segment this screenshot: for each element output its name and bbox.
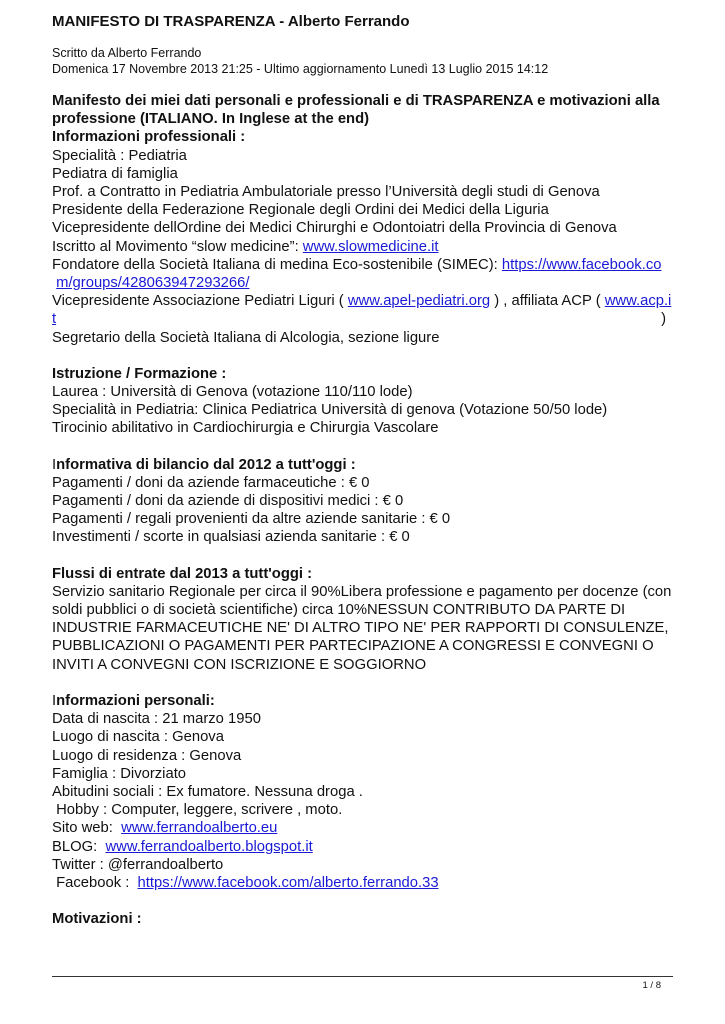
simec-link-cont[interactable]: m/groups/428063947293266/ <box>56 275 250 292</box>
balance-heading <box>52 456 672 474</box>
professional-line: Vicepresidente dellOrdine dei Medici Chirurghi e Odontoiatri della Provincia di Genova <box>52 220 617 237</box>
blog-label: BLOG: <box>52 838 106 855</box>
personal-line: Data di nascita : 21 marzo 1950 <box>52 711 261 728</box>
simec-label: Fondatore della Società Italiana di medina Eco-sostenibile (SIMEC): <box>52 256 502 273</box>
education-line: Specialità in Pediatria: Clinica Pediatrica Università di genova (Votazione 50/50 lode) <box>52 402 608 419</box>
date-line: Domenica 17 Novembre 2013 21:25 - Ultimo aggiornamento Lunedì 13 Luglio 2015 14:12 <box>52 62 549 76</box>
author-line: Scritto da Alberto Ferrando <box>52 46 202 60</box>
simec-line <box>52 256 672 274</box>
personal-heading <box>52 692 672 710</box>
acp-link[interactable]: www.acp.i <box>604 293 672 310</box>
website-label: Sito web: <box>52 820 122 837</box>
balance-line: Pagamenti / regali provenienti da altre aziende sanitarie : € 0 <box>52 511 451 528</box>
personal-line: Famiglia : Divorziato <box>52 765 187 782</box>
page-number: 1 / 8 <box>642 980 661 991</box>
personal-line: Luogo di residenza : Genova <box>52 747 242 764</box>
income-line: soldi pubblici o di società scientifiche) circa 10%NESSUN CONTRIBUTO DA PARTE DI <box>52 602 626 619</box>
education-heading: Istruzione / Formazione : <box>52 365 227 382</box>
facebook-label: Facebook : <box>52 874 138 891</box>
balance-line: Pagamenti / doni da aziende farmaceutiche : € 0 <box>52 474 370 491</box>
facebook-line <box>52 874 672 892</box>
personal-line: Abitudini sociali : Ex fumatore. Nessuna droga . <box>52 783 363 800</box>
professional-line: Pediatra di famiglia <box>52 165 178 182</box>
facebook-link[interactable]: https://www.facebook.com/alberto.ferrando.33 <box>137 874 439 891</box>
twitter-line: Twitter : @ferrandoalberto <box>52 856 224 873</box>
intro-heading-line-2: professione (ITALIANO. In Inglese at the end) <box>52 111 370 128</box>
website-link[interactable]: www.ferrandoalberto.eu <box>121 820 278 837</box>
document-title: MANIFESTO DI TRASPARENZA - Alberto Ferrando <box>52 13 410 30</box>
website-line <box>52 819 672 837</box>
slow-medicine-link[interactable]: www.slowmedicine.it <box>302 238 439 255</box>
balance-line: Investimenti / scorte in qualsiasi azienda sanitarie : € 0 <box>52 529 410 546</box>
acp-line-cont <box>52 310 672 328</box>
professional-heading: Informazioni professionali : <box>52 129 246 146</box>
blog-line <box>52 838 672 856</box>
acp-close-paren: ) <box>661 311 666 328</box>
alcology-line: Segretario della Società Italiana di Alcologia, sezione ligure <box>52 329 440 346</box>
apel-link[interactable]: www.apel-pediatri.org <box>347 293 491 310</box>
blog-link[interactable]: www.ferrandoalberto.blogspot.it <box>105 838 313 855</box>
personal-line: Luogo di nascita : Genova <box>52 729 224 746</box>
personal-heading-text: nformazioni personali: <box>56 692 215 709</box>
professional-line: Presidente della Federazione Regionale degli Ordini dei Medici della Liguria <box>52 202 549 219</box>
simec-link[interactable]: https://www.facebook.co <box>501 256 662 273</box>
education-line: Laurea : Università di Genova (votazione 110/110 lode) <box>52 384 413 401</box>
slow-medicine-line <box>52 238 672 256</box>
document-body <box>52 92 672 928</box>
personal-heading-prefix: I <box>52 692 57 709</box>
balance-line: Pagamenti / doni da aziende di dispositivi medici : € 0 <box>52 493 404 510</box>
balance-heading-text: nformativa di bilancio dal 2012 a tutt'oggi : <box>56 456 356 473</box>
personal-line: Hobby : Computer, leggere, scrivere , moto. <box>52 802 343 819</box>
footer-divider <box>52 976 673 977</box>
slow-medicine-label: Iscritto al Movimento “slow medicine”: <box>52 238 303 255</box>
apel-line <box>52 292 672 310</box>
income-line: PUBBLICAZIONI O PAGAMENTI PER PARTECIPAZIONE A CONGRESSI E CONVEGNI O <box>52 638 654 655</box>
income-line: Servizio sanitario Regionale per circa il 90%Libera professione e pagamento per docenze (con <box>52 583 672 600</box>
simec-line-cont <box>52 274 672 292</box>
acp-link-cont[interactable]: t <box>52 311 57 328</box>
professional-line: Specialità : Pediatria <box>52 147 187 164</box>
motivations-heading: Motivazioni : <box>52 911 142 928</box>
income-line: INVITI A CONVEGNI CON ISCRIZIONE E SOGGIORNO <box>52 656 427 673</box>
education-line: Tirocinio abilitativo in Cardiochirurgia e Chirurgia Vascolare <box>52 420 439 437</box>
professional-line: Prof. a Contratto in Pediatria Ambulatoriale presso l’Università degli studi di Genova <box>52 184 600 201</box>
income-line: INDUSTRIE FARMACEUTICHE NE' DI ALTRO TIPO NE' PER RAPPORTI DI CONSULENZE, <box>52 620 669 637</box>
intro-heading-line-1: Manifesto dei miei dati personali e professionali e di TRASPARENZA e motivazioni alla <box>52 93 660 109</box>
income-heading: Flussi di entrate dal 2013 a tutt'oggi : <box>52 565 313 582</box>
acp-label: ) , affiliata ACP ( <box>490 293 605 310</box>
balance-heading-prefix: I <box>52 456 57 473</box>
apel-label: Vicepresidente Associazione Pediatri Liguri ( <box>52 293 348 310</box>
